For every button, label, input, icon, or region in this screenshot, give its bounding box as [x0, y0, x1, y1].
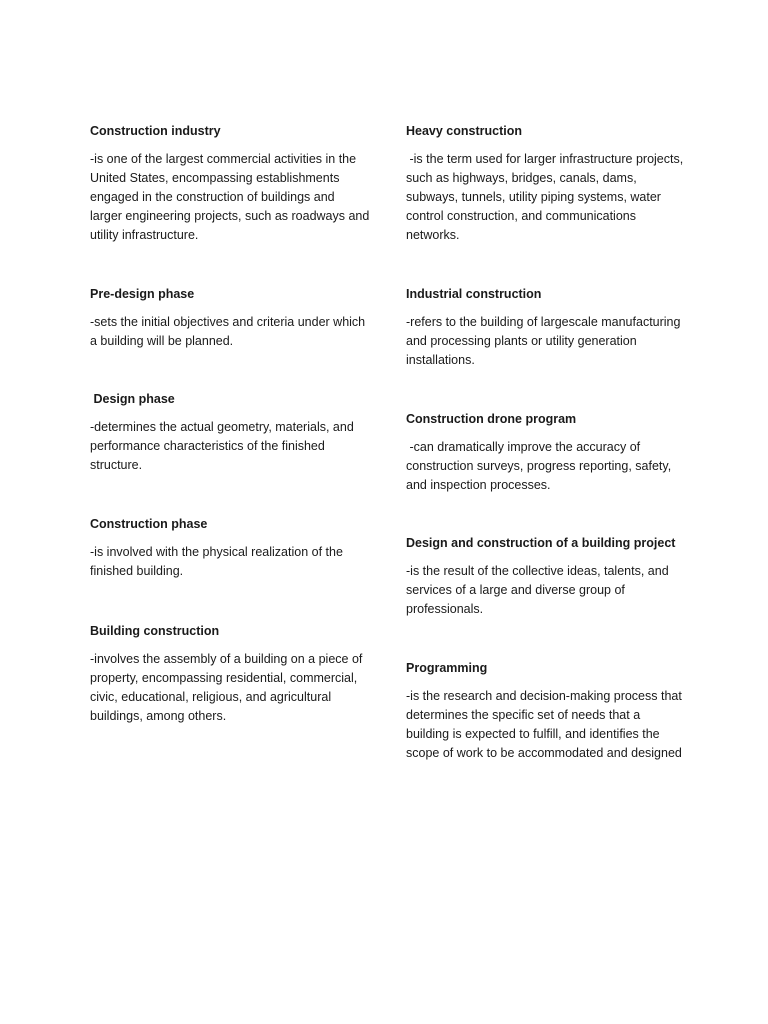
entry-design-and-construction [406, 535, 686, 619]
term-heading: Building construction [90, 624, 220, 638]
term-heading: Construction drone program [406, 412, 577, 426]
entry-design-phase [90, 391, 370, 475]
entry-industrial-construction [406, 286, 686, 370]
entry-pre-design-phase [90, 286, 370, 351]
term-heading: Design phase [90, 392, 175, 406]
term-definition: -can dramatically improve the accuracy of construction surveys, progress reporting, safety, and inspection processes. [406, 440, 675, 492]
term-definition: -is one of the largest commercial activities in the United States, encompassing establishments engaged in the construction of buildings and larger engineering projects, such as roadways and utility infrastructure. [90, 152, 373, 242]
term-heading: Design and construction of a building project [406, 536, 676, 550]
term-definition: -determines the actual geometry, materials, and performance characteristics of the finished structure. [90, 420, 358, 472]
entry-construction-drone-program [406, 411, 686, 495]
term-heading: Heavy construction [406, 124, 523, 138]
term-heading: Programming [406, 661, 488, 675]
entry-building-construction [90, 623, 370, 726]
term-heading: Construction industry [90, 124, 221, 138]
term-definition: -sets the initial objectives and criteria under which a building will be planned. [90, 315, 369, 348]
term-definition: -is involved with the physical realization of the finished building. [90, 545, 347, 578]
term-definition: -is the research and decision-making process that determines the specific set of needs that a building is expected to fulfill, and identifies the scope of work to be accommodated and designed [406, 689, 686, 760]
entry-programming [406, 660, 686, 763]
entry-heavy-construction [406, 123, 686, 245]
term-definition: -is the result of the collective ideas, talents, and services of a large and diverse group of professionals. [406, 564, 673, 616]
entry-construction-industry [90, 123, 373, 245]
term-heading: Pre-design phase [90, 287, 195, 301]
term-definition: -is the term used for larger infrastructure projects, such as highways, bridges, canals, dams, subways, tunnels, utility piping systems, water control construction, and communications networks. [406, 152, 687, 242]
term-heading: Construction phase [90, 517, 208, 531]
term-heading: Industrial construction [406, 287, 542, 301]
entry-construction-phase [90, 516, 370, 581]
term-definition: -involves the assembly of a building on a piece of property, encompassing residential, commercial, civic, educational, religious, and agricultural buildings, among others. [90, 652, 366, 723]
term-definition: -refers to the building of largescale manufacturing and processing plants or utility generation installations. [406, 315, 684, 367]
